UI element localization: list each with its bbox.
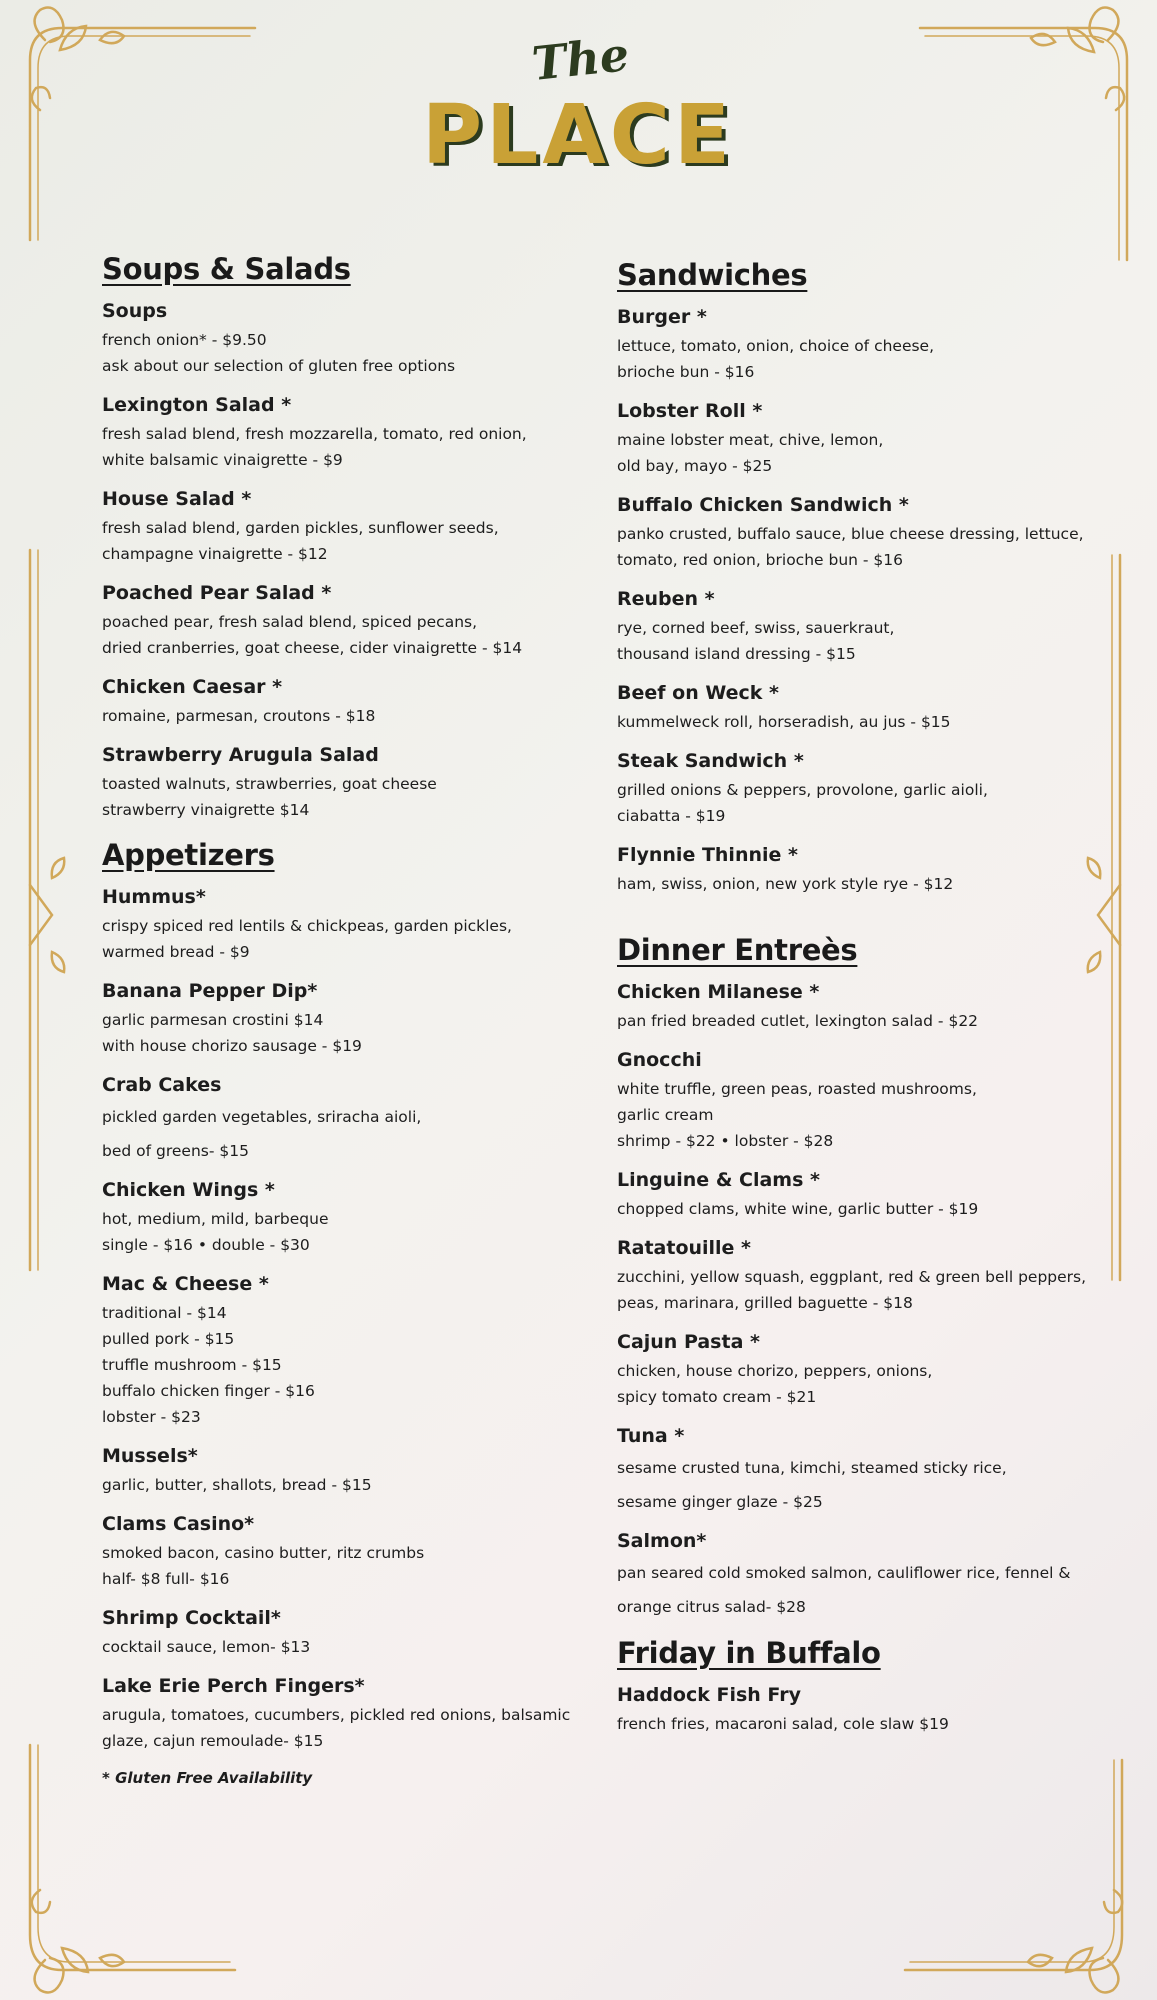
menu-item — [102, 1179, 572, 1258]
menu-item-description: garlic, butter, shallots, bread - $15 — [102, 1476, 372, 1494]
menu-item-name: Cajun Pasta * — [617, 1331, 760, 1353]
menu-item-description: bed of greens- $15 — [102, 1142, 249, 1160]
logo-the-text: The — [529, 27, 632, 91]
section-title: Soups & Salads — [102, 252, 351, 286]
menu-item-description: dried cranberries, goat cheese, cider vinaigrette - $14 — [102, 639, 523, 657]
menu-item-name: Soups — [102, 300, 168, 322]
menu-item-name: Haddock Fish Fry — [617, 1684, 801, 1706]
menu-item-description: peas, marinara, grilled baguette - $18 — [617, 1294, 913, 1312]
menu-item-description: zucchini, yellow squash, eggplant, red & green bell peppers, — [617, 1268, 1087, 1286]
menu-item-description: ciabatta - $19 — [617, 807, 726, 825]
menu-item — [102, 300, 572, 379]
menu-item-description: ham, swiss, onion, new york style rye - $12 — [617, 875, 954, 893]
menu-item-description: garlic cream — [617, 1106, 714, 1124]
menu-item — [102, 1273, 572, 1430]
menu-item-description: champagne vinaigrette - $12 — [102, 545, 328, 563]
menu-item — [102, 582, 572, 661]
menu-item-description: white truffle, green peas, roasted mushrooms, — [617, 1080, 977, 1098]
menu-item-name: Steak Sandwich * — [617, 750, 804, 772]
menu-item-description: fresh salad blend, fresh mozzarella, tomato, red onion, — [102, 425, 527, 443]
menu-item-name: House Salad * — [102, 488, 252, 510]
menu-item-description: single - $16 • double - $30 — [102, 1236, 310, 1254]
menu-item — [617, 1237, 1117, 1316]
menu-item — [102, 1074, 572, 1164]
menu-item-name: Chicken Milanese * — [617, 981, 820, 1003]
menu-item-description: warmed bread - $9 — [102, 943, 250, 961]
menu-item-description: ask about our selection of gluten free options — [102, 357, 456, 375]
menu-item — [617, 588, 1117, 667]
menu-item — [617, 682, 1117, 735]
menu-item-name: Mussels* — [102, 1445, 198, 1467]
menu-item-description: glaze, cajun remoulade- $15 — [102, 1732, 324, 1750]
menu-item — [617, 1530, 1117, 1620]
menu-item-name: Buffalo Chicken Sandwich * — [617, 494, 909, 516]
menu-item-description: pickled garden vegetables, sriracha aioli, — [102, 1108, 422, 1126]
menu-item-description: pan fried breaded cutlet, lexington salad - $22 — [617, 1012, 979, 1030]
menu-item-name: Shrimp Cocktail* — [102, 1607, 281, 1629]
section-appetizers — [102, 838, 572, 1754]
menu-item-description: white balsamic vinaigrette - $9 — [102, 451, 343, 469]
menu-item-description: chicken, house chorizo, peppers, onions, — [617, 1362, 933, 1380]
menu-item — [617, 1684, 1117, 1737]
section-title: Dinner Entreès — [617, 933, 858, 967]
section-sandwiches — [617, 258, 1117, 897]
menu-item-description: poached pear, fresh salad blend, spiced pecans, — [102, 613, 478, 631]
menu-item-description: pan seared cold smoked salmon, cauliflower rice, fennel & — [617, 1564, 1071, 1582]
section-dinner-entre-s — [617, 933, 1117, 1620]
menu-item — [102, 1607, 572, 1660]
menu-item-description: rye, corned beef, swiss, sauerkraut, — [617, 619, 895, 637]
menu-item-name: Reuben * — [617, 588, 715, 610]
menu-item-name: Tuna * — [617, 1425, 685, 1447]
menu-item — [102, 1513, 572, 1592]
menu-item-name: Mac & Cheese * — [102, 1273, 269, 1295]
menu-item-name: Strawberry Arugula Salad — [102, 744, 379, 766]
menu-item-description: tomato, red onion, brioche bun - $16 — [617, 551, 904, 569]
menu-item-name: Ratatouille * — [617, 1237, 751, 1259]
menu-item-name: Burger * — [617, 306, 707, 328]
menu-item-name: Chicken Caesar * — [102, 676, 283, 698]
section-friday-in-buffalo — [617, 1636, 1117, 1737]
menu-item-description: romaine, parmesan, croutons - $18 — [102, 707, 376, 725]
section-title: Sandwiches — [617, 258, 808, 292]
menu-item-description: half- $8 full- $16 — [102, 1570, 230, 1588]
menu-item-name: Banana Pepper Dip* — [102, 980, 318, 1002]
menu-item-name: Lexington Salad * — [102, 394, 292, 416]
gluten-free-note: * Gluten Free Availability — [102, 1769, 313, 1787]
menu-item — [102, 1675, 572, 1754]
menu-item-description: panko crusted, buffalo sauce, blue cheese dressing, lettuce, — [617, 525, 1084, 543]
menu-item-description: with house chorizo sausage - $19 — [102, 1037, 362, 1055]
menu-item-description: buffalo chicken finger - $16 — [102, 1382, 315, 1400]
menu-item-name: Clams Casino* — [102, 1513, 255, 1535]
menu-item-description: strawberry vinaigrette $14 — [102, 801, 310, 819]
menu-item-name: Poached Pear Salad * — [102, 582, 332, 604]
menu-item-name: Chicken Wings * — [102, 1179, 275, 1201]
menu-item-name: Lake Erie Perch Fingers* — [102, 1675, 365, 1697]
section-title: Appetizers — [102, 838, 275, 872]
menu-item-description: french fries, macaroni salad, cole slaw $19 — [617, 1715, 949, 1733]
menu-item-description: spicy tomato cream - $21 — [617, 1388, 817, 1406]
menu-item-description: old bay, mayo - $25 — [617, 457, 773, 475]
menu-item-name: Crab Cakes — [102, 1074, 222, 1096]
menu-item-name: Lobster Roll * — [617, 400, 763, 422]
menu-item-description: sesame crusted tuna, kimchi, steamed sticky rice, — [617, 1459, 1007, 1477]
menu-item-description: chopped clams, white wine, garlic butter - $19 — [617, 1200, 979, 1218]
menu-item — [102, 676, 572, 729]
menu-item-description: thousand island dressing - $15 — [617, 645, 856, 663]
menu-item — [617, 1425, 1117, 1515]
menu-item-description: orange citrus salad- $28 — [617, 1598, 806, 1616]
menu-item — [617, 1331, 1117, 1410]
menu-item-description: grilled onions & peppers, provolone, garlic aioli, — [617, 781, 988, 799]
menu-item — [617, 494, 1117, 573]
menu-item-description: fresh salad blend, garden pickles, sunflower seeds, — [102, 519, 499, 537]
menu-item-name: Linguine & Clams * — [617, 1169, 820, 1191]
menu-item-description: sesame ginger glaze - $25 — [617, 1493, 823, 1511]
menu-item — [617, 1049, 1117, 1154]
menu-item-description: kummelweck roll, horseradish, au jus - $15 — [617, 713, 951, 731]
menu-item-description: hot, medium, mild, barbeque — [102, 1210, 329, 1228]
menu-item-description: arugula, tomatoes, cucumbers, pickled red onions, balsamic — [102, 1706, 571, 1724]
menu-item — [617, 750, 1117, 829]
menu-item-description: traditional - $14 — [102, 1304, 227, 1322]
menu-item-description: brioche bun - $16 — [617, 363, 755, 381]
menu-item-description: garlic parmesan crostini $14 — [102, 1011, 324, 1029]
menu-item — [617, 844, 1117, 897]
menu-item-description: smoked bacon, casino butter, ritz crumbs — [102, 1544, 425, 1562]
menu-item — [617, 400, 1117, 479]
menu-item-name: Beef on Weck * — [617, 682, 779, 704]
menu-item-name: Gnocchi — [617, 1049, 702, 1071]
menu-item — [102, 980, 572, 1059]
section-title: Friday in Buffalo — [617, 1636, 881, 1670]
menu-item-description: shrimp - $22 • lobster - $28 — [617, 1132, 834, 1150]
menu-item-name: Hummus* — [102, 886, 206, 908]
menu-item-description: crispy spiced red lentils & chickpeas, garden pickles, — [102, 917, 512, 935]
menu-item — [102, 394, 572, 473]
menu-item-name: Salmon* — [617, 1530, 707, 1552]
menu-item-description: maine lobster meat, chive, lemon, — [617, 431, 884, 449]
left-menu-column — [102, 252, 572, 1787]
menu-item-description: french onion* - $9.50 — [102, 331, 267, 349]
menu-item-description: truffle mushroom - $15 — [102, 1356, 282, 1374]
logo-place-text: PLACE — [422, 88, 735, 183]
menu-item-description: lettuce, tomato, onion, choice of cheese, — [617, 337, 935, 355]
menu-item — [102, 744, 572, 823]
restaurant-logo — [420, 27, 740, 190]
menu-item-description: pulled pork - $15 — [102, 1330, 235, 1348]
menu-item-name: Flynnie Thinnie * — [617, 844, 798, 866]
menu-item-description: cocktail sauce, lemon- $13 — [102, 1638, 311, 1656]
menu-item — [102, 488, 572, 567]
menu-item — [102, 1445, 572, 1498]
menu-item-description: toasted walnuts, strawberries, goat cheese — [102, 775, 437, 793]
menu-item — [102, 886, 572, 965]
section-soups-salads — [102, 252, 572, 823]
right-menu-column — [617, 258, 1117, 1752]
menu-item — [617, 306, 1117, 385]
menu-item — [617, 981, 1117, 1034]
menu-item-description: lobster - $23 — [102, 1408, 201, 1426]
menu-item — [617, 1169, 1117, 1222]
